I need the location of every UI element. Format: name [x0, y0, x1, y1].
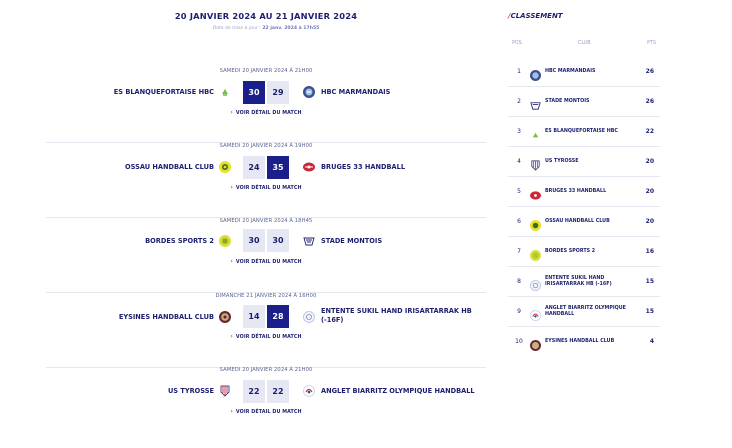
- rank-points: 20: [645, 188, 654, 195]
- match-card: [46, 367, 486, 442]
- match-detail-label: VOIR DÉTAIL DU MATCH: [235, 335, 302, 340]
- anglet-logo-icon: [303, 385, 315, 397]
- ranking-row[interactable]: [508, 87, 660, 117]
- ranking-title: [508, 12, 563, 20]
- rank-points: 15: [645, 308, 654, 315]
- rank-position: 7: [517, 248, 521, 255]
- match-card: [46, 293, 486, 368]
- rank-club-name: BORDES SPORTS 2: [545, 248, 596, 254]
- ossau-logo-icon: [530, 216, 541, 227]
- match-detail-label: VOIR DÉTAIL DU MATCH: [235, 186, 302, 191]
- away-team-name[interactable]: BRUGES 33 HANDBALL: [321, 163, 406, 171]
- montois-logo-icon: [530, 96, 541, 107]
- ranking-row[interactable]: [508, 297, 660, 327]
- ranking-row[interactable]: [508, 327, 660, 357]
- tyrosse-logo-icon: [530, 156, 541, 167]
- rank-position: 5: [517, 188, 521, 195]
- rank-points: 26: [645, 68, 654, 75]
- rank-club-name: ENTENTE SUKIL HAND IRISARTARRAK HB (-16F): [545, 275, 612, 287]
- rank-club-name: EYSINES HANDBALL CLUB: [545, 338, 615, 344]
- rank-club-name: OSSAU HANDBALL CLUB: [545, 218, 610, 224]
- rank-position: 4: [517, 158, 521, 165]
- rank-club-name: BRUGES 33 HANDBALL: [545, 188, 607, 194]
- match-card: [46, 218, 486, 293]
- chevron-right-icon: ›: [230, 109, 233, 116]
- ranking-panel: [508, 0, 660, 448]
- ossau-logo-icon: [219, 161, 231, 173]
- bordes-logo-icon: [530, 246, 541, 257]
- home-score: 30: [243, 229, 265, 252]
- match-date: SAMEDI 20 JANVIER 2024 À 19H00: [219, 143, 313, 149]
- rank-position: 3: [517, 128, 521, 135]
- away-score: 29: [267, 81, 289, 104]
- chevron-right-icon: ›: [230, 258, 233, 265]
- sukil-logo-icon: [530, 276, 541, 287]
- rank-club-name: ES BLANQUEFORTAISE HBC: [545, 128, 618, 134]
- match-detail-link[interactable]: [46, 408, 486, 415]
- rank-points: 22: [645, 128, 654, 135]
- home-team-name[interactable]: OSSAU HANDBALL CLUB: [125, 163, 214, 171]
- ranking-row[interactable]: [508, 207, 660, 237]
- match-detail-label: VOIR DÉTAIL DU MATCH: [235, 410, 302, 415]
- away-team-name[interactable]: STADE MONTOIS: [321, 237, 383, 245]
- rank-club-name: STADE MONTOIS: [545, 98, 590, 104]
- away-score: 30: [267, 229, 289, 252]
- match-detail-link[interactable]: [46, 258, 486, 265]
- rank-position: 2: [517, 98, 521, 105]
- home-team-name[interactable]: BORDES SPORTS 2: [145, 237, 214, 245]
- eysines-logo-icon: [219, 311, 231, 323]
- rank-club-name: ANGLET BIARRITZ OLYMPIQUE HANDBALL: [545, 305, 626, 317]
- away-team-name[interactable]: ANGLET BIARRITZ OLYMPIQUE HANDBALL: [321, 387, 475, 395]
- rank-points: 4: [649, 338, 654, 345]
- sukil-logo-icon: [303, 311, 315, 323]
- home-score: 14: [243, 305, 265, 328]
- home-score: 30: [243, 81, 265, 104]
- col-club-header: CLUB: [578, 41, 591, 46]
- away-score: 35: [267, 156, 289, 179]
- home-score: 22: [243, 380, 265, 403]
- away-score: 28: [267, 305, 289, 328]
- bruges-logo-icon: [303, 161, 315, 173]
- match-detail-label: VOIR DÉTAIL DU MATCH: [235, 111, 302, 116]
- match-card: [46, 68, 486, 143]
- home-team-name[interactable]: US TYROSSE: [167, 387, 214, 395]
- montois-logo-icon: [303, 235, 315, 247]
- match-date: DIMANCHE 21 JANVIER 2024 À 16H00: [215, 293, 317, 299]
- rank-position: 10: [515, 338, 523, 345]
- rank-points: 26: [645, 98, 654, 105]
- marmande-logo-icon: [303, 86, 315, 98]
- rank-points: 16: [645, 248, 654, 255]
- match-card: [46, 143, 486, 218]
- match-detail-link[interactable]: [46, 184, 486, 191]
- ranking-row[interactable]: [508, 237, 660, 267]
- chevron-right-icon: ›: [230, 408, 233, 415]
- away-score: 22: [267, 380, 289, 403]
- rank-points: 20: [645, 158, 654, 165]
- blanquefort-logo-icon: [219, 86, 231, 98]
- home-team-name[interactable]: ES BLANQUEFORTAISE HBC: [113, 88, 214, 96]
- bordes-logo-icon: [219, 235, 231, 247]
- match-date: SAMEDI 20 JANVIER 2024 À 18H45: [219, 218, 313, 224]
- period-title: 20 JANVIER 2024 AU 21 JANVIER 2024: [174, 11, 358, 21]
- rank-club-name: US TYROSSE: [545, 158, 579, 164]
- rank-points: 15: [645, 278, 654, 285]
- match-detail-label: VOIR DÉTAIL DU MATCH: [235, 260, 302, 265]
- tyrosse-logo-icon: [219, 385, 231, 397]
- ranking-row[interactable]: [508, 177, 660, 207]
- match-detail-link[interactable]: [46, 109, 486, 116]
- rank-position: 6: [517, 218, 521, 225]
- chevron-right-icon: ›: [230, 333, 233, 340]
- col-pts-header: PTS: [647, 41, 656, 46]
- marmande-logo-icon: [530, 66, 541, 77]
- col-pos-header: POS.: [512, 41, 524, 46]
- ranking-row[interactable]: [508, 147, 660, 177]
- blanquefort-logo-icon: [530, 126, 541, 137]
- chevron-right-icon: ›: [230, 184, 233, 191]
- home-score: 24: [243, 156, 265, 179]
- ranking-header: [508, 41, 660, 49]
- rank-position: 1: [517, 68, 521, 75]
- update-info: [46, 26, 486, 31]
- away-team-name[interactable]: HBC MARMANDAIS: [321, 88, 391, 96]
- rank-position: 8: [517, 278, 521, 285]
- bruges-logo-icon: [530, 186, 541, 197]
- home-team-name[interactable]: EYSINES HANDBALL CLUB: [118, 313, 214, 321]
- ranking-row[interactable]: [508, 267, 660, 297]
- update-prefix: Date de mise à jour :: [212, 26, 261, 31]
- ranking-title-text: CLASSEMENT: [510, 12, 563, 20]
- match-date: SAMEDI 20 JANVIER 2024 À 21H00: [219, 68, 313, 74]
- match-date: SAMEDI 20 JANVIER 2024 À 21H00: [219, 367, 313, 373]
- eysines-logo-icon: [530, 336, 541, 347]
- rank-points: 20: [645, 218, 654, 225]
- rank-position: 9: [517, 308, 521, 315]
- ranking-row[interactable]: [508, 117, 660, 147]
- anglet-logo-icon: [530, 306, 541, 317]
- ranking-row[interactable]: [508, 57, 660, 87]
- away-team-name[interactable]: ENTENTE SUKIL HAND IRISARTARRAK HB (-16F): [321, 307, 472, 324]
- title-slash: /: [508, 12, 511, 20]
- rank-club-name: HBC MARMANDAIS: [545, 68, 596, 74]
- match-detail-link[interactable]: [46, 333, 486, 340]
- update-value: 22 janv. 2024 à 17h55: [262, 26, 320, 31]
